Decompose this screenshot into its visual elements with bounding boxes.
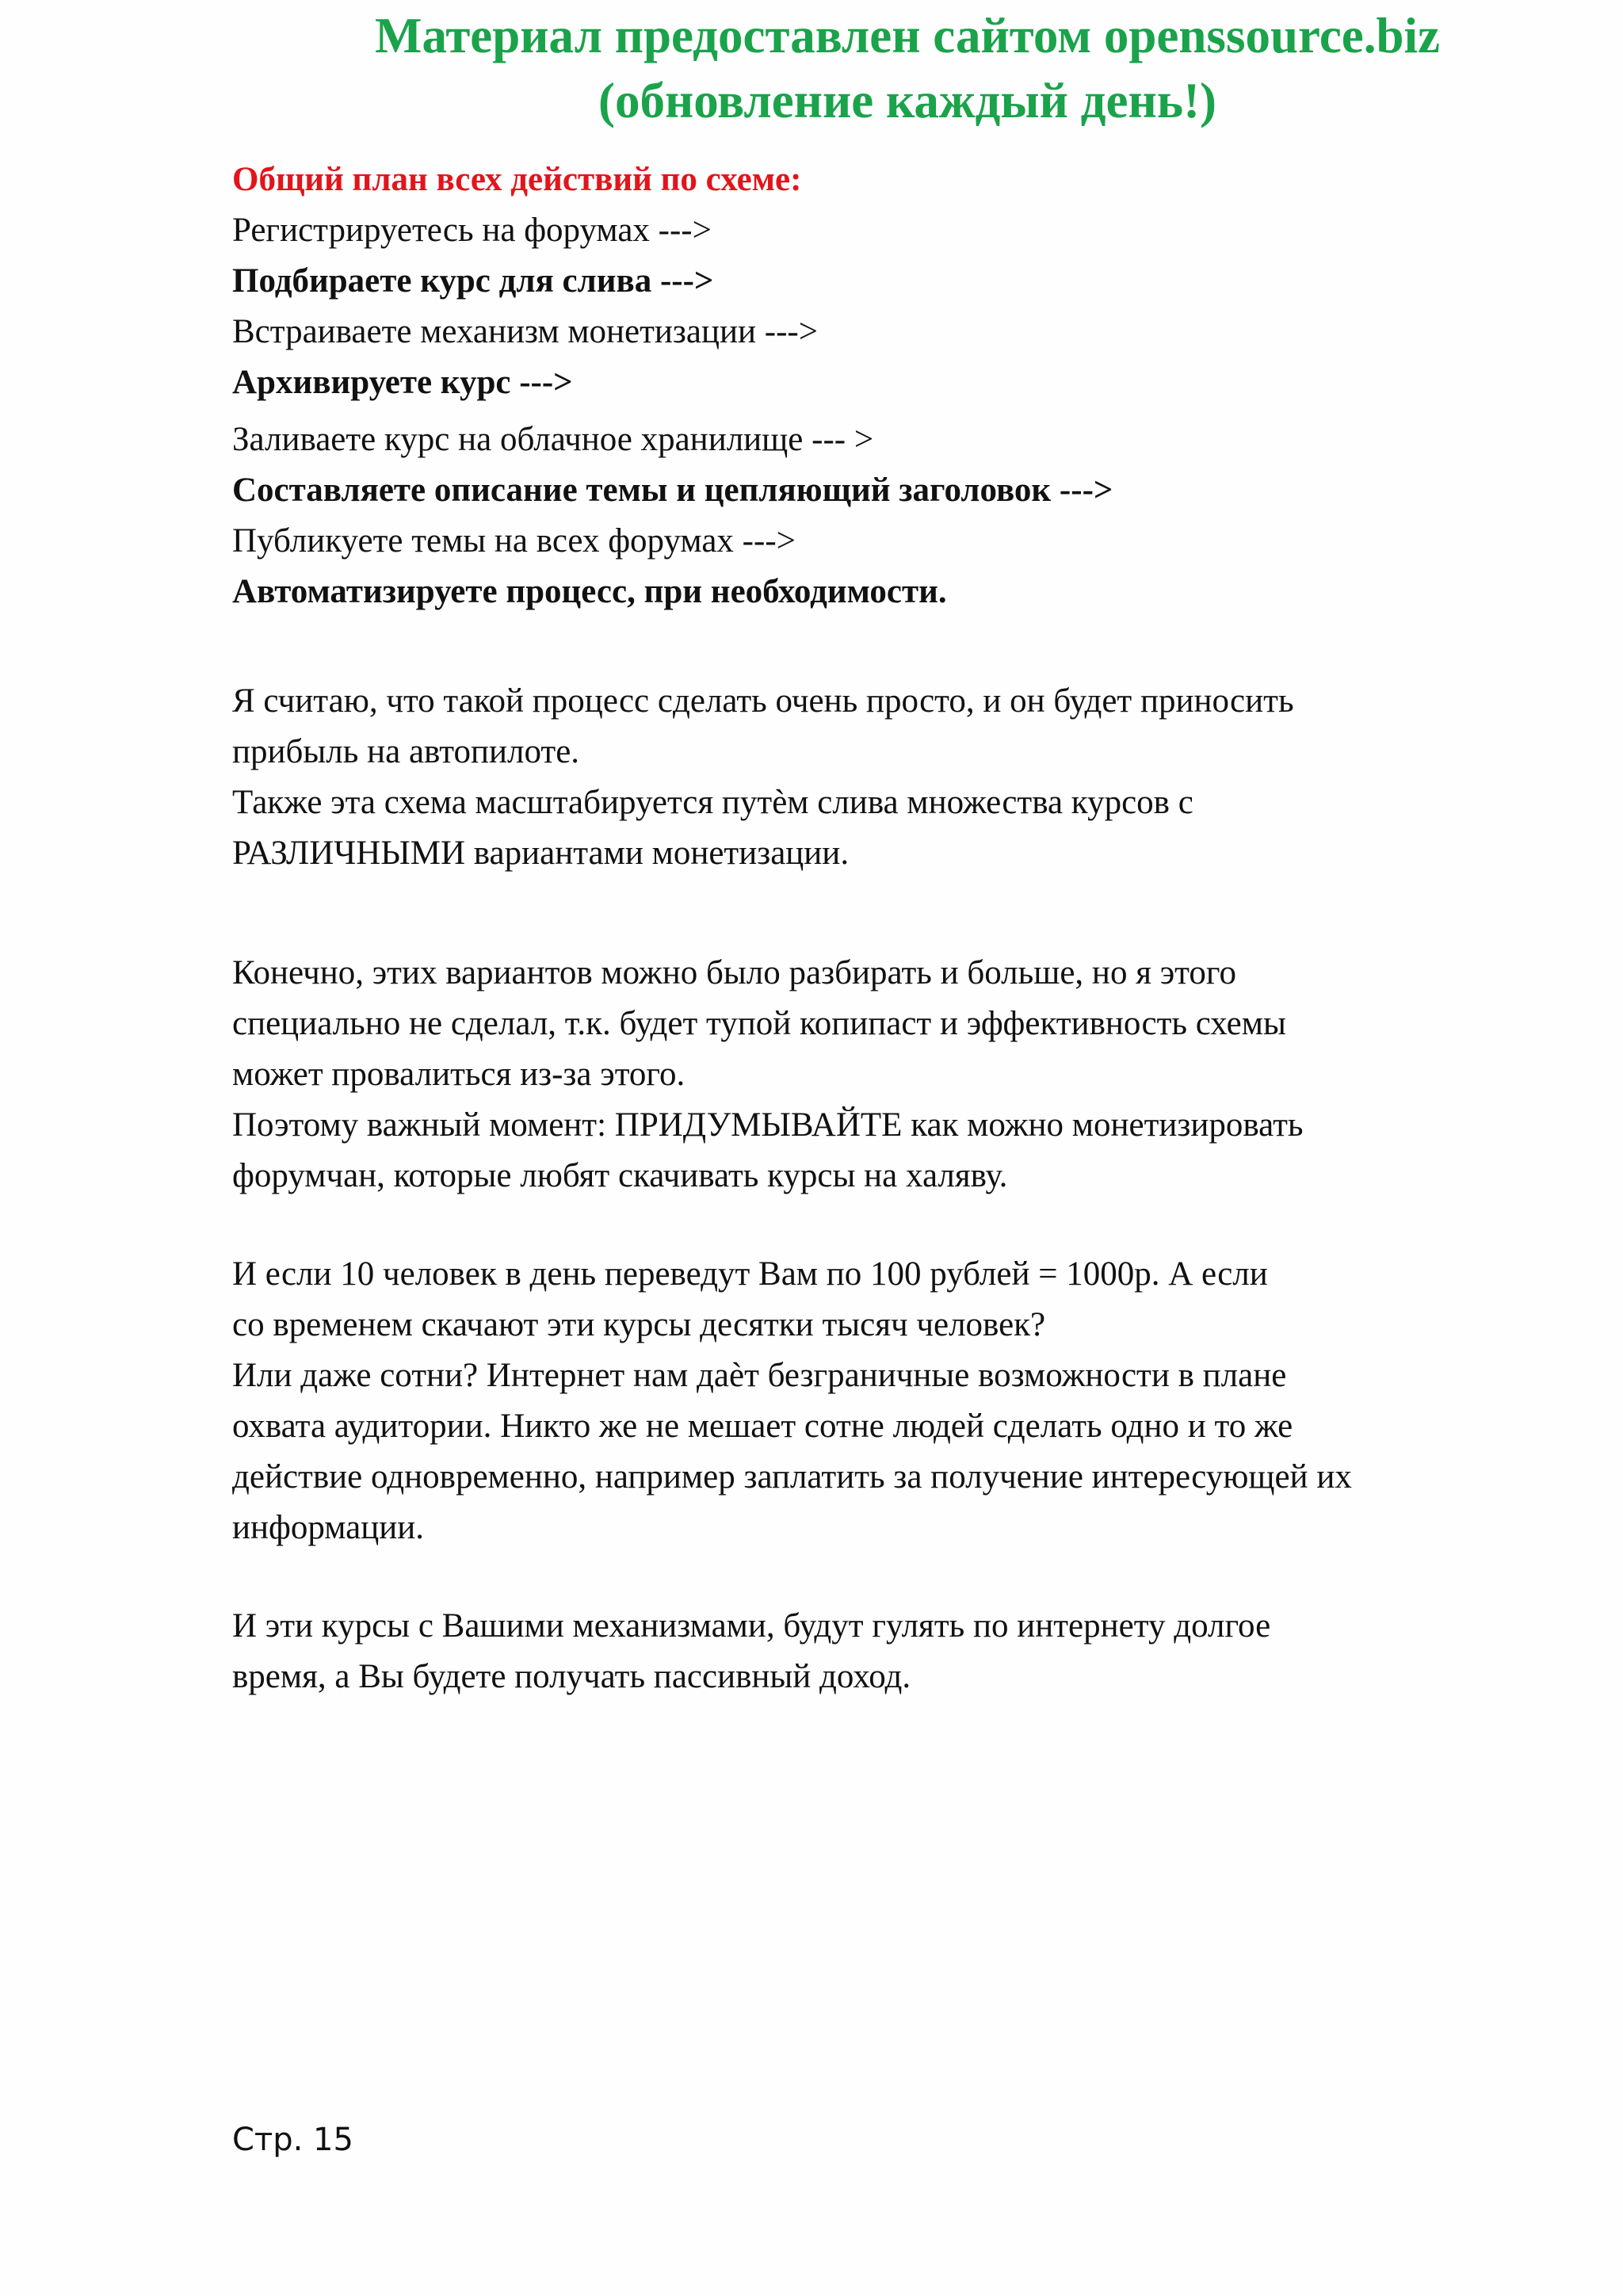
plan-step: Заливаете курс на облачное хранилище --- > [232,421,874,458]
paragraph-line: И эти курсы с Вашими механизмами, будут гулять по интернету долгое [232,1607,1271,1645]
paragraph [232,1249,1548,1553]
paragraph-line: время, а Вы будете получать пассивный доход. [232,1658,911,1695]
paragraph-line: специально не сделал, т.к. будет тупой копипаст и эффективность схемы [232,1005,1286,1042]
plan-step: Подбираете курс для слива ---> [232,262,714,300]
paragraph-line: информации. [232,1509,425,1546]
paragraph [232,948,1548,1201]
plan-step: Архивируете курс ---> [232,364,573,401]
paragraph-line: действие одновременно, например заплатить за получение интересующей их [232,1458,1352,1496]
paragraph-line: Также эта схема масштабируется путѐм слива множества курсов с [232,784,1193,821]
paragraph-line: охвата аудитории. Никто же не мешает сотне людей сделать одно и то же [232,1408,1293,1445]
page-number: Стр. 15 [232,2122,353,2158]
paragraph-line: Или даже сотни? Интернет нам даѐт безграничные возможности в плане [232,1357,1287,1394]
plan-step: Публикуете темы на всех форумах ---> [232,522,796,560]
paragraph-line: Я считаю, что такой процесс сделать очень просто, и он будет приносить [232,682,1294,720]
paragraph-line: РАЗЛИЧНЫМИ вариантами монетизации. [232,835,850,872]
paragraph-line: форумчан, которые любят скачивать курсы на халяву. [232,1157,1008,1194]
paragraph-line: Конечно, этих вариантов можно было разбирать и больше, но я этого [232,954,1236,991]
paragraph-line: может провалиться из-за этого. [232,1056,685,1093]
plan-step: Регистрируетесь на форумах ---> [232,212,712,249]
banner-line-1: Материал предоставлен сайтом openssource.biz [374,8,1440,63]
paragraph [232,1601,1548,1702]
source-banner [321,3,1494,133]
plan-step: Составляете описание темы и цепляющий заголовок ---> [232,472,1113,509]
paragraph-line: И если 10 человек в день переведут Вам по 100 рублей = 1000р. А если [232,1255,1268,1293]
plan-title: Общий план всех действий по схеме: [232,161,802,198]
page-content [232,155,1548,1702]
plan-step: Встраиваете механизм монетизации ---> [232,313,818,350]
paragraph-line: прибыль на автопилоте. [232,733,580,770]
plan-step: Автоматизируете процесс, при необходимости. [232,573,947,610]
paragraph [232,676,1548,879]
paragraph-line: со временем скачают эти курсы десятки тысяч человек? [232,1306,1046,1343]
plan-steps [232,205,1548,617]
paragraph-line: Поэтому важный момент: ПРИДУМЫВАЙТЕ как можно монетизировать [232,1106,1304,1144]
banner-line-2: (обновление каждый день!) [598,73,1217,128]
